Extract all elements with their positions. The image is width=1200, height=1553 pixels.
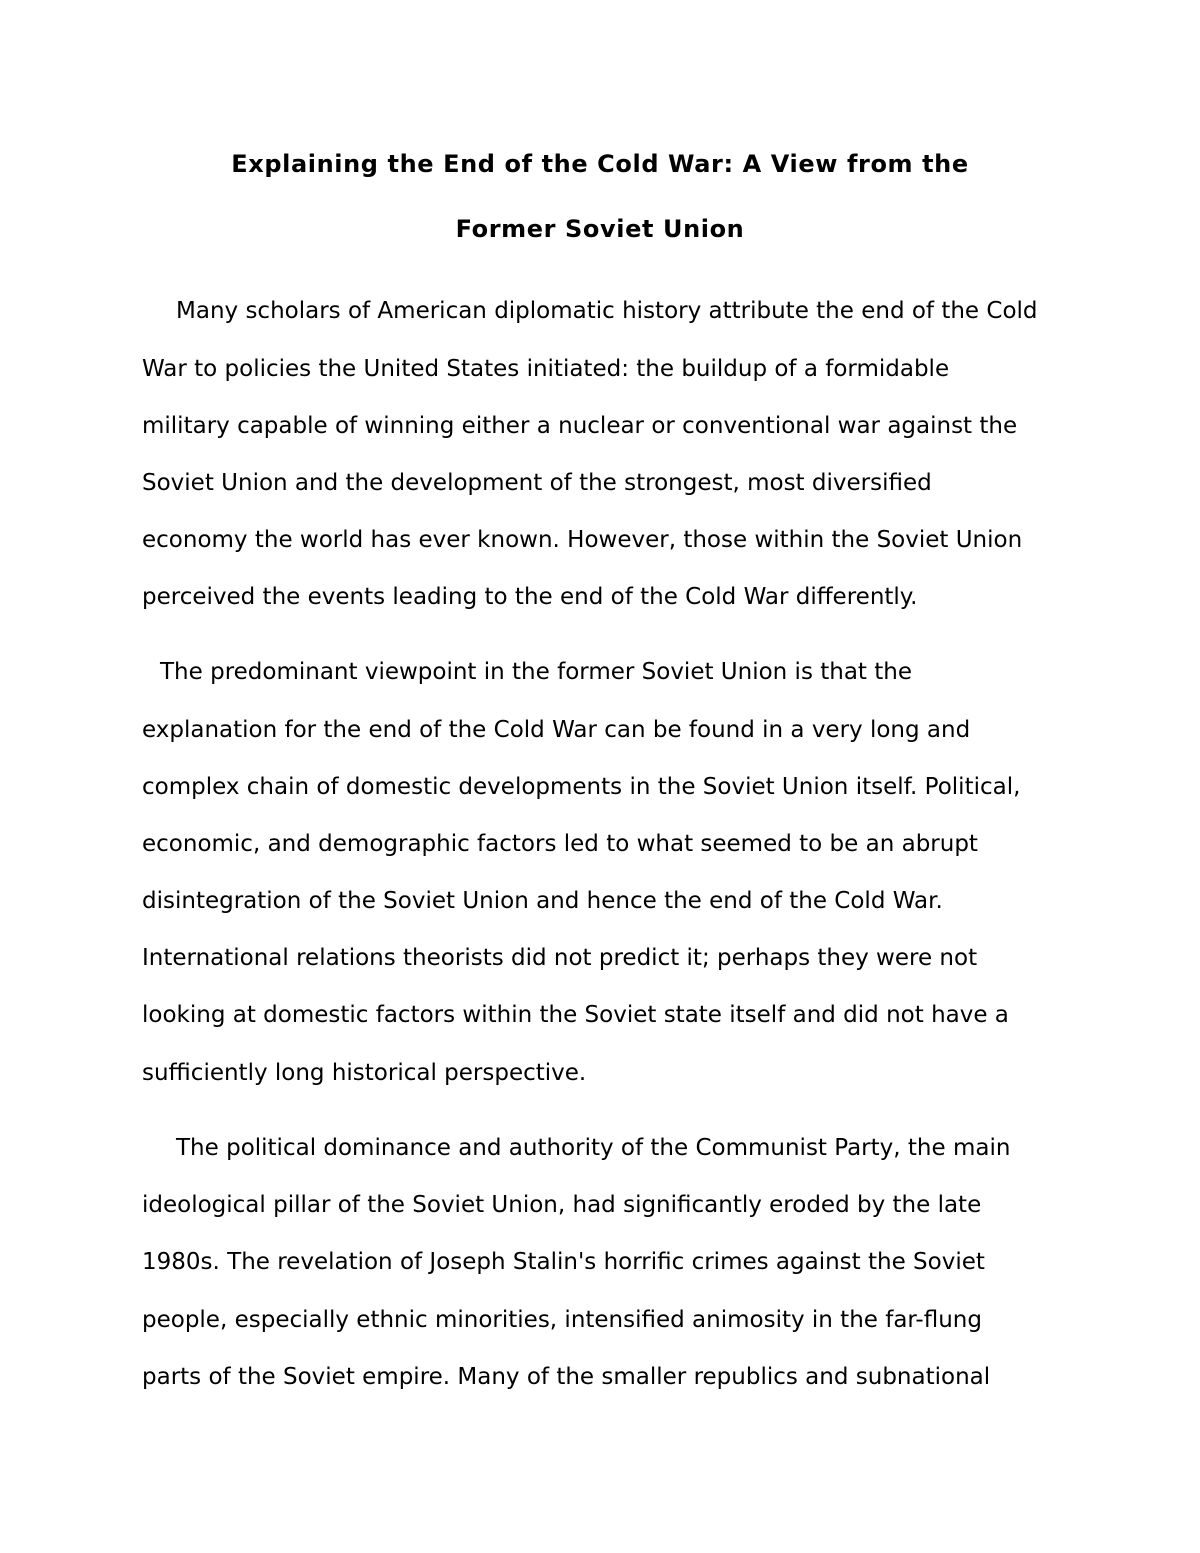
paragraph-line: ideological pillar of the Soviet Union, had significantly eroded by the late [142, 1192, 982, 1218]
document-title-line-1: Explaining the End of the Cold War: A View from the [231, 150, 969, 178]
paragraph-line: The political dominance and authority of the Communist Party, the main [176, 1135, 1011, 1161]
paragraph-line: explanation for the end of the Cold War can be found in a very long and [142, 717, 971, 743]
document-title-line-2: Former Soviet Union [455, 215, 745, 243]
paragraph-line: economy the world has ever known. However, those within the Soviet Union [142, 527, 1023, 553]
paragraph-line: Many scholars of American diplomatic history attribute the end of the Cold [176, 298, 1038, 324]
paragraph-line: military capable of winning either a nuclear or conventional war against the [142, 413, 1018, 439]
paragraph-line: perceived the events leading to the end of the Cold War differently. [142, 584, 918, 610]
paragraph-line: complex chain of domestic developments in the Soviet Union itself. Political, [142, 774, 1021, 800]
paragraph-line: disintegration of the Soviet Union and hence the end of the Cold War. [142, 888, 943, 914]
paragraph-line: looking at domestic factors within the Soviet state itself and did not have a [142, 1002, 1009, 1028]
paragraph-line: parts of the Soviet empire. Many of the smaller republics and subnational [142, 1364, 991, 1390]
paragraph-line: people, especially ethnic minorities, intensified animosity in the far-flung [142, 1307, 982, 1333]
paragraph-line: International relations theorists did not predict it; perhaps they were not [142, 945, 978, 971]
paragraph-line: sufficiently long historical perspective. [142, 1060, 587, 1086]
paragraph-line: War to policies the United States initiated: the buildup of a formidable [142, 356, 950, 382]
paragraph-line: economic, and demographic factors led to what seemed to be an abrupt [142, 831, 978, 857]
paragraph-line: The predominant viewpoint in the former Soviet Union is that the [160, 659, 913, 685]
paragraph-line: Soviet Union and the development of the strongest, most diversified [142, 470, 932, 496]
paragraph-line: 1980s. The revelation of Joseph Stalin's horrific crimes against the Soviet [142, 1249, 985, 1275]
